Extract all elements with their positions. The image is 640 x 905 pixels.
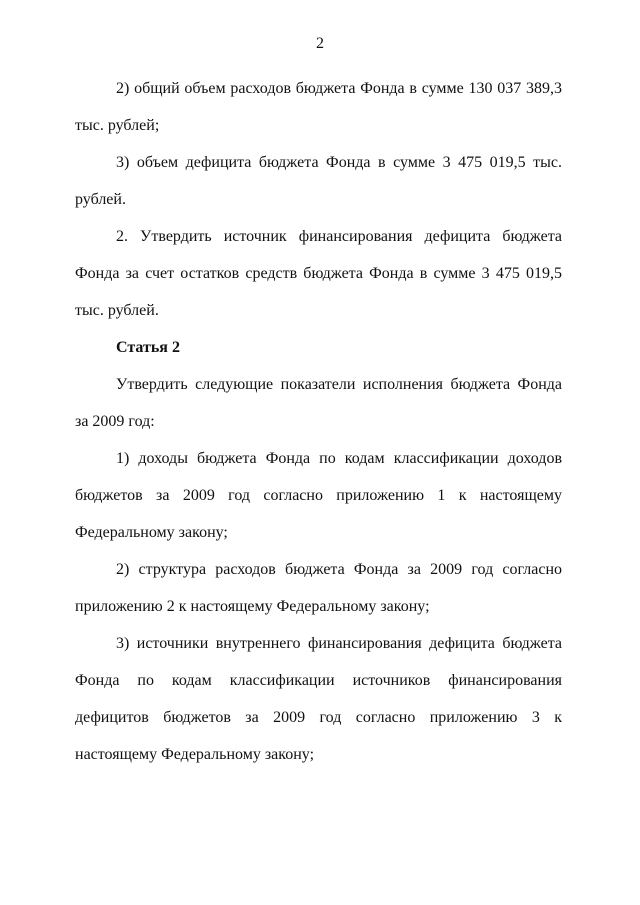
- paragraph-financing-sources: 3) источники внутреннего финансирования дефицита бюджета Фонда по кодам классификации источников финансирования дефицитов бюджетов за 2009 год согласно приложению 3 к настоящему Федеральному закону;: [75, 635, 562, 763]
- paragraph-expenditure-total: 2) общий объем расходов бюджета Фонда в сумме 130 037 389,3 тыс. рублей;: [75, 80, 562, 134]
- paragraph-approve-indicators: Утвердить следующие показатели исполнения бюджета Фонда за 2009 год:: [75, 376, 562, 430]
- paragraph-expenditure-structure: 2) структура расходов бюджета Фонда за 2009 год согласно приложению 2 к настоящему Федеральному закону;: [75, 561, 562, 615]
- paragraph-deficit-source: 2. Утвердить источник финансирования дефицита бюджета Фонда за счет остатков средств бюджета Фонда в сумме 3 475 019,5 тыс. рублей.: [75, 228, 562, 319]
- page-number: 2: [316, 35, 324, 52]
- paragraph-deficit-amount: 3) объем дефицита бюджета Фонда в сумме 3 475 019,5 тыс. рублей.: [75, 154, 562, 208]
- paragraph-income-by-codes: 1) доходы бюджета Фонда по кодам классификации доходов бюджетов за 2009 год согласно приложению 1 к настоящему Федеральному закону;: [75, 450, 562, 541]
- article-heading: Статья 2: [116, 339, 180, 356]
- document-body: [75, 70, 562, 773]
